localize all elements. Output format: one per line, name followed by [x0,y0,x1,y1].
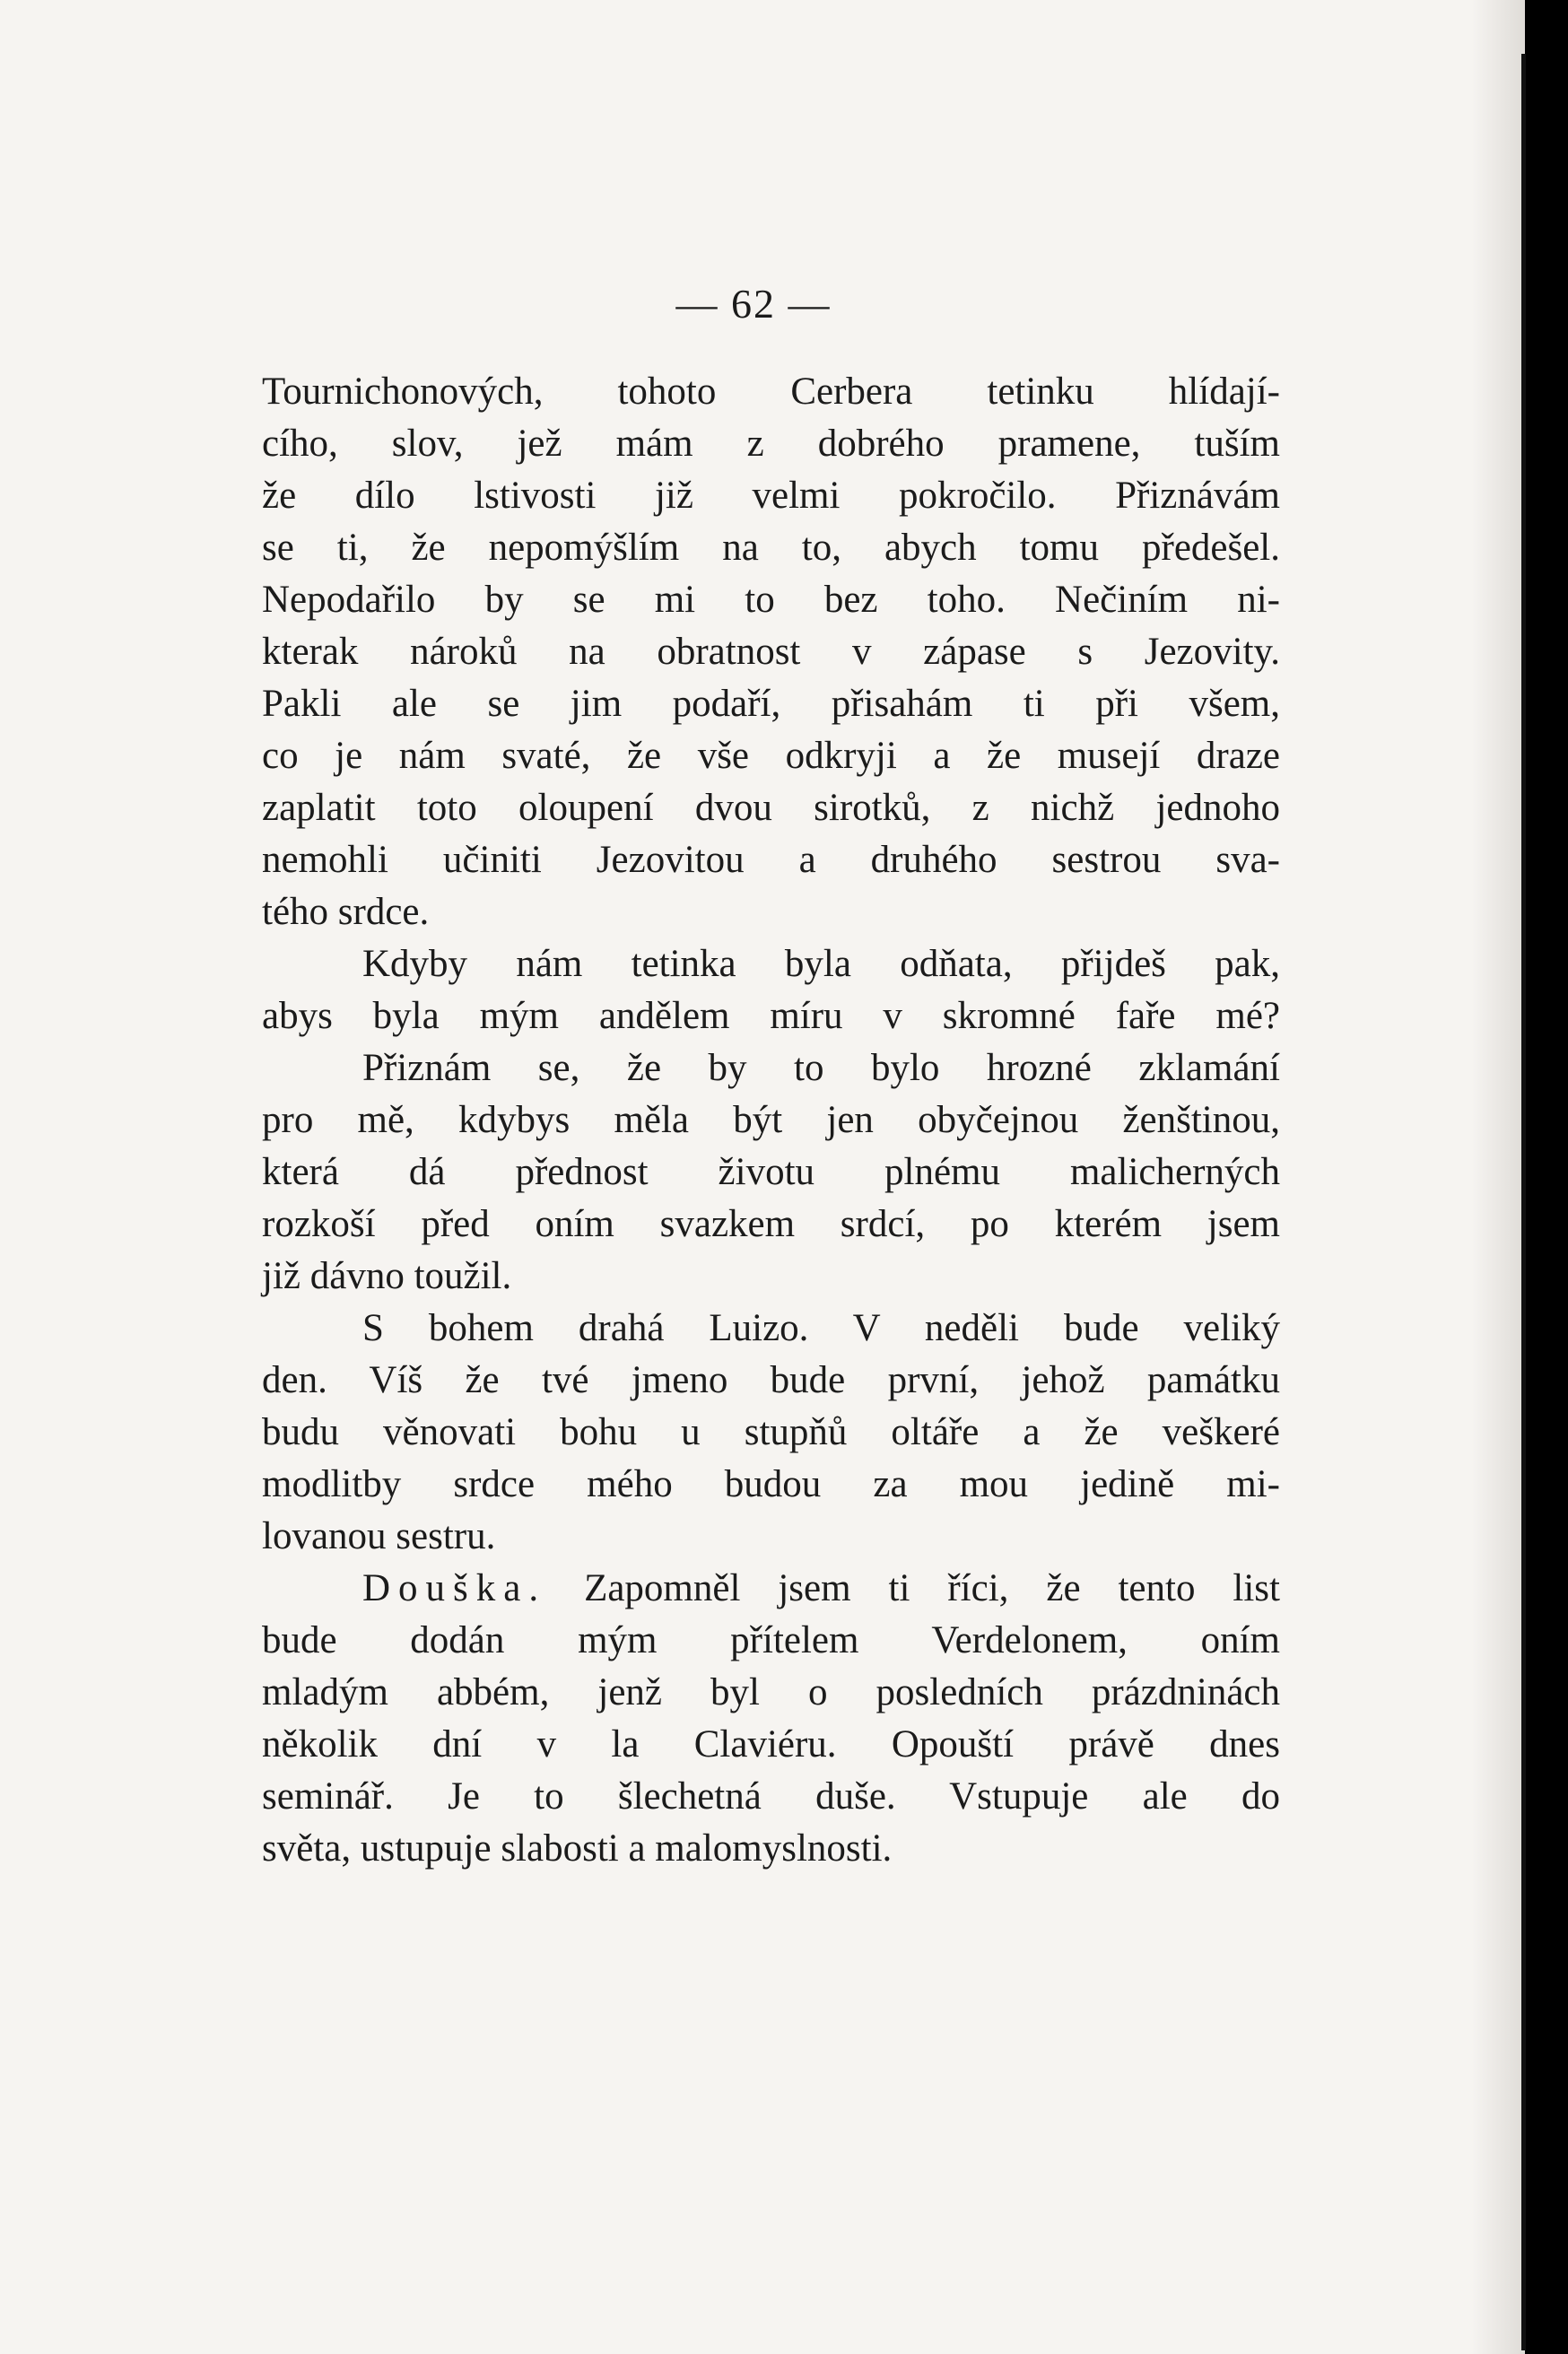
body-text [262,366,1280,1875]
text-line: cího, slov, jež mám z dobrého pramene, tuším [262,423,1280,465]
page-number: — 62 — [675,281,832,327]
postscript-label: Douška. [362,1567,547,1609]
text-line: S bohem drahá Luizo. V neděli bude veliký [362,1307,1280,1349]
scan-border [1521,54,1526,2350]
text-line: den. Víš že tvé jmeno bude první, jehož památku [262,1359,1280,1401]
postscript-line [262,1563,1280,1615]
text-line: Tournichonových, tohoto Cerbera tetinku hlídají- [262,371,1280,413]
text-line: bude dodán mým přítelem Verdelonem, oním [262,1619,1280,1661]
text-line: mladým abbém, jenž byl o posledních prázdninách [262,1671,1280,1713]
text-line: budu věnovati bohu u stupňů oltáře a že veškeré [262,1411,1280,1453]
text-line: modlitby srdce mého budou za mou jedině mi- [262,1463,1280,1505]
text-line: Zapomněl jsem ti říci, že tento list [584,1567,1280,1609]
text-line: nemohli učiniti Jezovitou a druhého sestrou sva- [262,839,1280,881]
text-line: Pakli ale se jim podaří, přisahám ti při všem, [262,683,1280,725]
text-line: Kdyby nám tetinka byla odňata, přijdeš pak, [362,943,1280,985]
text-line: pro mě, kdybys měla být jen obyčejnou ženštinou, [262,1099,1280,1141]
text-line: již dávno toužil. [262,1255,512,1297]
text-line: rozkoší před oním svazkem srdcí, po kterém jsem [262,1203,1280,1245]
text-line: Nepodařilo by se mi to bez toho. Nečiním ni- [262,579,1280,621]
text-line: světa, ustupuje slabosti a malomyslnosti. [262,1827,893,1870]
text-line: seminář. Je to šlechetná duše. Vstupuje ale do [262,1775,1280,1818]
text-line: která dá přednost životu plnému malicherných [262,1151,1280,1193]
text-line: kterak nároků na obratnost v zápase s Jezovity. [262,631,1280,673]
text-line: se ti, že nepomýšlím na to, abych tomu předešel. [262,527,1280,569]
text-line: tého srdce. [262,891,430,933]
text-line: Přiznám se, že by to bylo hrozné zklamání [362,1047,1280,1089]
text-line: abys byla mým andělem míru v skromné faře mé? [262,995,1280,1037]
text-line: lovanou sestru. [262,1515,496,1557]
text-line: co je nám svaté, že vše odkryji a že musejí draze [262,735,1280,777]
text-line: že dílo lstivosti již velmi pokročilo. Přiznávám [262,475,1280,517]
page-edge-shadow [1471,0,1525,2354]
text-line: zaplatit toto oloupení dvou sirotků, z nichž jednoho [262,787,1280,829]
text-line: několik dní v la Claviéru. Opouští právě dnes [262,1723,1280,1766]
